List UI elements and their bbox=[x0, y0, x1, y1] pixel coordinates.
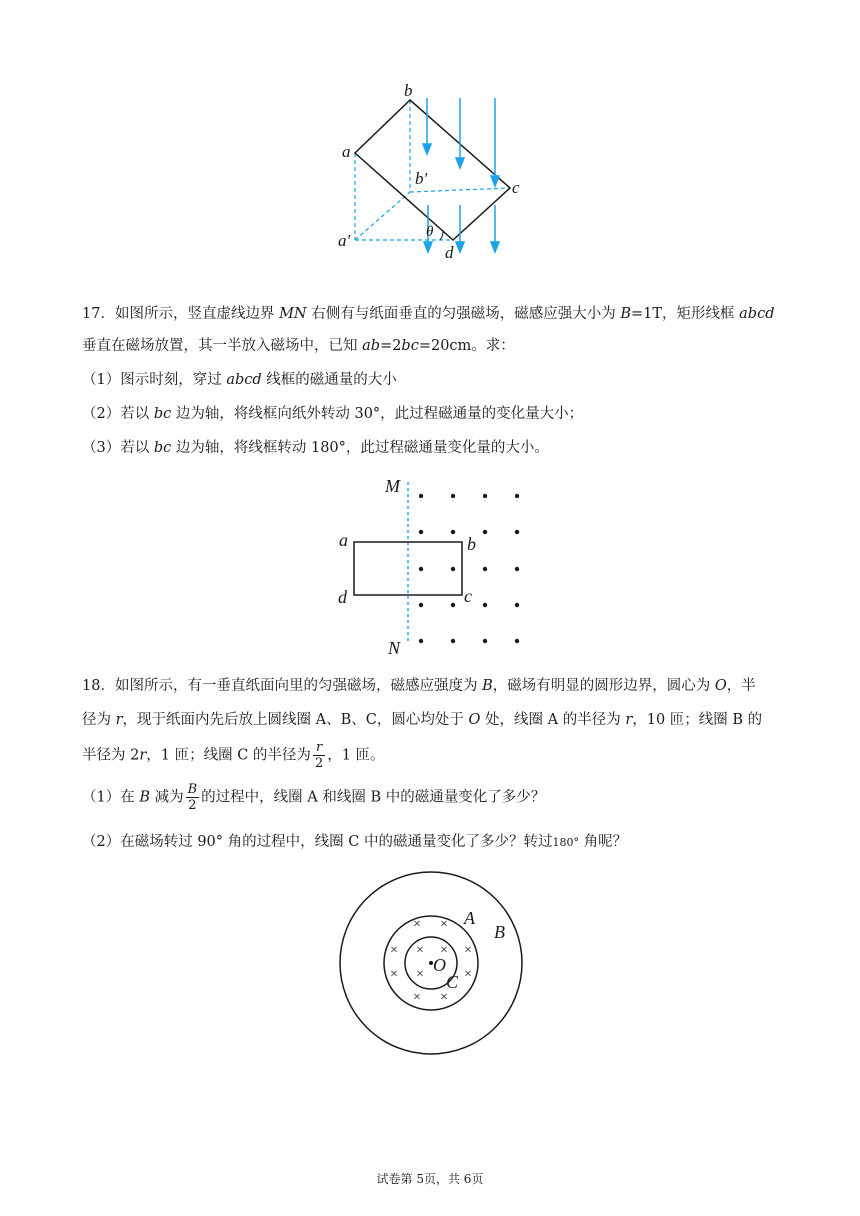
fig17-diagram bbox=[330, 472, 535, 662]
fig17-label-b: b bbox=[467, 534, 476, 554]
fig18-label-b: B bbox=[494, 922, 505, 942]
q17-var: bc bbox=[153, 406, 172, 422]
q17-text: 边为轴，将线框转动 180°，此过程磁通量变化量的大小。 bbox=[171, 440, 549, 456]
q17-var: ab bbox=[362, 338, 381, 354]
fig16-label-b: b bbox=[404, 81, 413, 100]
fig17-label-m: M bbox=[385, 476, 400, 496]
fig18-label-a: A bbox=[464, 908, 475, 928]
q17-text: 右侧有与纸面垂直的匀强磁场，磁感应强大小为 bbox=[306, 306, 621, 322]
fig16-field-arrow-6 bbox=[491, 242, 499, 252]
fig16-label-theta: θ bbox=[426, 224, 434, 240]
fraction-numerator: B bbox=[187, 782, 198, 797]
q18-text: 半径为 2 bbox=[82, 747, 140, 764]
field-cross: × bbox=[416, 967, 424, 982]
q18-var: B bbox=[482, 678, 493, 694]
field-dot bbox=[451, 639, 455, 643]
q17-var: bc bbox=[401, 338, 419, 354]
field-cross: × bbox=[416, 943, 424, 958]
q17-var: B bbox=[620, 306, 631, 322]
field-cross: × bbox=[440, 943, 448, 958]
q18-number: 18． bbox=[82, 678, 115, 694]
q18-text: ，1 匝；线圈 C 的半径为 bbox=[146, 747, 311, 764]
q18-text: ，磁场有明显的圆形边界，圆心为 bbox=[492, 678, 715, 694]
q17-text: 如图所示，竖直虚线边界 bbox=[114, 306, 280, 322]
q17-line2 bbox=[82, 336, 515, 356]
fig17-label-n: N bbox=[388, 638, 401, 658]
field-dot bbox=[419, 530, 423, 534]
q17-var: MN bbox=[279, 306, 307, 322]
q18-text: 的过程中，线圈 A 和线圈 B 中的磁通量变化了多少？ bbox=[201, 789, 546, 806]
fig16-diagram bbox=[330, 80, 530, 265]
fig18-label-c: C bbox=[446, 972, 459, 992]
fraction-numerator: r bbox=[313, 740, 325, 756]
field-dot bbox=[483, 603, 487, 607]
field-dot bbox=[515, 639, 519, 643]
q17-number: 17． bbox=[82, 306, 115, 322]
q17-text: =20cm。求： bbox=[418, 338, 515, 354]
q17-subquestion-1 bbox=[82, 370, 397, 390]
q17-subquestion-2 bbox=[82, 404, 583, 424]
fig18-diagram bbox=[336, 868, 526, 1058]
field-dot bbox=[419, 494, 423, 498]
fig16-label-a: a bbox=[342, 142, 351, 161]
q17-subquestion-3 bbox=[82, 438, 549, 458]
q18-subquestion-1 bbox=[82, 782, 545, 813]
fraction-denominator: 2 bbox=[188, 798, 197, 813]
q17-text: （3）若以 bbox=[82, 440, 154, 456]
q18-var: r bbox=[139, 747, 147, 764]
q17-text: 边为轴，将线框向纸外转动 30°，此过程磁通量的变化量大小； bbox=[171, 406, 584, 422]
field-dot bbox=[483, 530, 487, 534]
q17-text: =2 bbox=[380, 338, 402, 354]
field-dot bbox=[451, 603, 455, 607]
q18-text: 径为 bbox=[82, 712, 116, 728]
field-dot bbox=[451, 494, 455, 498]
q18-var: B bbox=[139, 789, 150, 806]
page-footer: 试卷第 5页，共 6页 bbox=[376, 1172, 484, 1186]
q18-line2 bbox=[82, 710, 762, 730]
fig17-label-a: a bbox=[339, 530, 348, 550]
field-dot bbox=[419, 567, 423, 571]
q17-text: 垂直在磁场放置，其一半放入磁场中，已知 bbox=[82, 338, 363, 354]
field-dot bbox=[515, 603, 519, 607]
q18-text: 如图所示，有一垂直纸面向里的匀强磁场，磁感应强度为 bbox=[114, 678, 483, 694]
field-cross: × bbox=[464, 943, 472, 958]
fraction-denominator: 2 bbox=[314, 756, 324, 771]
q17-text: （2）若以 bbox=[82, 406, 154, 422]
field-dot bbox=[483, 639, 487, 643]
field-dot bbox=[515, 567, 519, 571]
fig16-field-arrow-4 bbox=[424, 242, 432, 252]
q17-line1 bbox=[82, 304, 774, 324]
fig16-angle-arc bbox=[440, 230, 443, 240]
fig16-field-arrow-5 bbox=[456, 242, 464, 252]
fig18-label-o: O bbox=[433, 955, 446, 975]
fig16-proj-bc bbox=[410, 188, 510, 192]
fig17-label-d: d bbox=[338, 587, 347, 607]
q18-text: 减为 bbox=[150, 789, 184, 806]
q17-text: 线框的磁通量的大小 bbox=[261, 372, 397, 388]
field-cross: × bbox=[464, 967, 472, 982]
q18-text: ，半 bbox=[726, 678, 756, 694]
q17-var: bc bbox=[153, 440, 172, 456]
field-dot bbox=[419, 639, 423, 643]
q18-subquestion-2 bbox=[82, 832, 627, 853]
q17-var: abcd bbox=[226, 372, 262, 388]
fig16-label-b-prime: b′ bbox=[415, 169, 428, 188]
q18-text: 角呢？ bbox=[578, 834, 628, 850]
q18-text: ，10 匝；线圈 B 的 bbox=[632, 712, 763, 728]
q18-text: 处，线圈 A 的半径为 bbox=[480, 712, 626, 728]
q18-line1 bbox=[82, 676, 756, 696]
q17-var: abcd bbox=[739, 306, 775, 322]
field-dot bbox=[515, 494, 519, 498]
field-cross: × bbox=[413, 990, 421, 1005]
fig16-field-arrow-3 bbox=[491, 176, 499, 186]
q17-text: （1）图示时刻，穿过 bbox=[82, 372, 227, 388]
field-dot bbox=[451, 567, 455, 571]
q18-fraction-b-over-2 bbox=[186, 782, 200, 813]
fig16-field-arrow-2 bbox=[456, 158, 464, 168]
q18-line3 bbox=[82, 740, 385, 771]
field-cross: × bbox=[440, 990, 448, 1005]
field-dot bbox=[451, 530, 455, 534]
q18-var: r bbox=[625, 712, 633, 728]
field-cross: × bbox=[440, 917, 448, 932]
fig17-label-c: c bbox=[464, 586, 472, 606]
field-cross: × bbox=[390, 967, 398, 982]
q18-text: （1）在 bbox=[82, 789, 140, 806]
field-dot bbox=[483, 567, 487, 571]
field-dot bbox=[515, 530, 519, 534]
q18-text: （2）在磁场转过 90° 角的过程中，线圈 C 中的磁通量变化了多少？转过 bbox=[82, 834, 553, 850]
q18-var: r bbox=[115, 712, 123, 728]
q18-angle-180: 180° bbox=[552, 836, 579, 849]
fig16-label-c: c bbox=[512, 178, 520, 197]
q18-var: O bbox=[468, 712, 481, 728]
q18-fraction-r-over-2 bbox=[313, 740, 325, 771]
field-dot bbox=[419, 603, 423, 607]
q18-text: ，1 匝。 bbox=[327, 747, 385, 764]
fig16-proj-ab bbox=[355, 192, 410, 240]
q18-var: O bbox=[714, 678, 727, 694]
field-dot bbox=[483, 494, 487, 498]
q17-text: =1T，矩形线框 bbox=[630, 306, 740, 322]
fig16-label-a-prime: a′ bbox=[338, 231, 351, 250]
field-cross: × bbox=[390, 943, 398, 958]
fig16-label-d: d bbox=[445, 243, 454, 262]
field-cross: × bbox=[413, 917, 421, 932]
fig16-field-arrow-1 bbox=[423, 144, 431, 154]
q18-text: ，现于纸面内先后放上圆线圈 A、B、C，圆心均处于 bbox=[122, 712, 469, 728]
